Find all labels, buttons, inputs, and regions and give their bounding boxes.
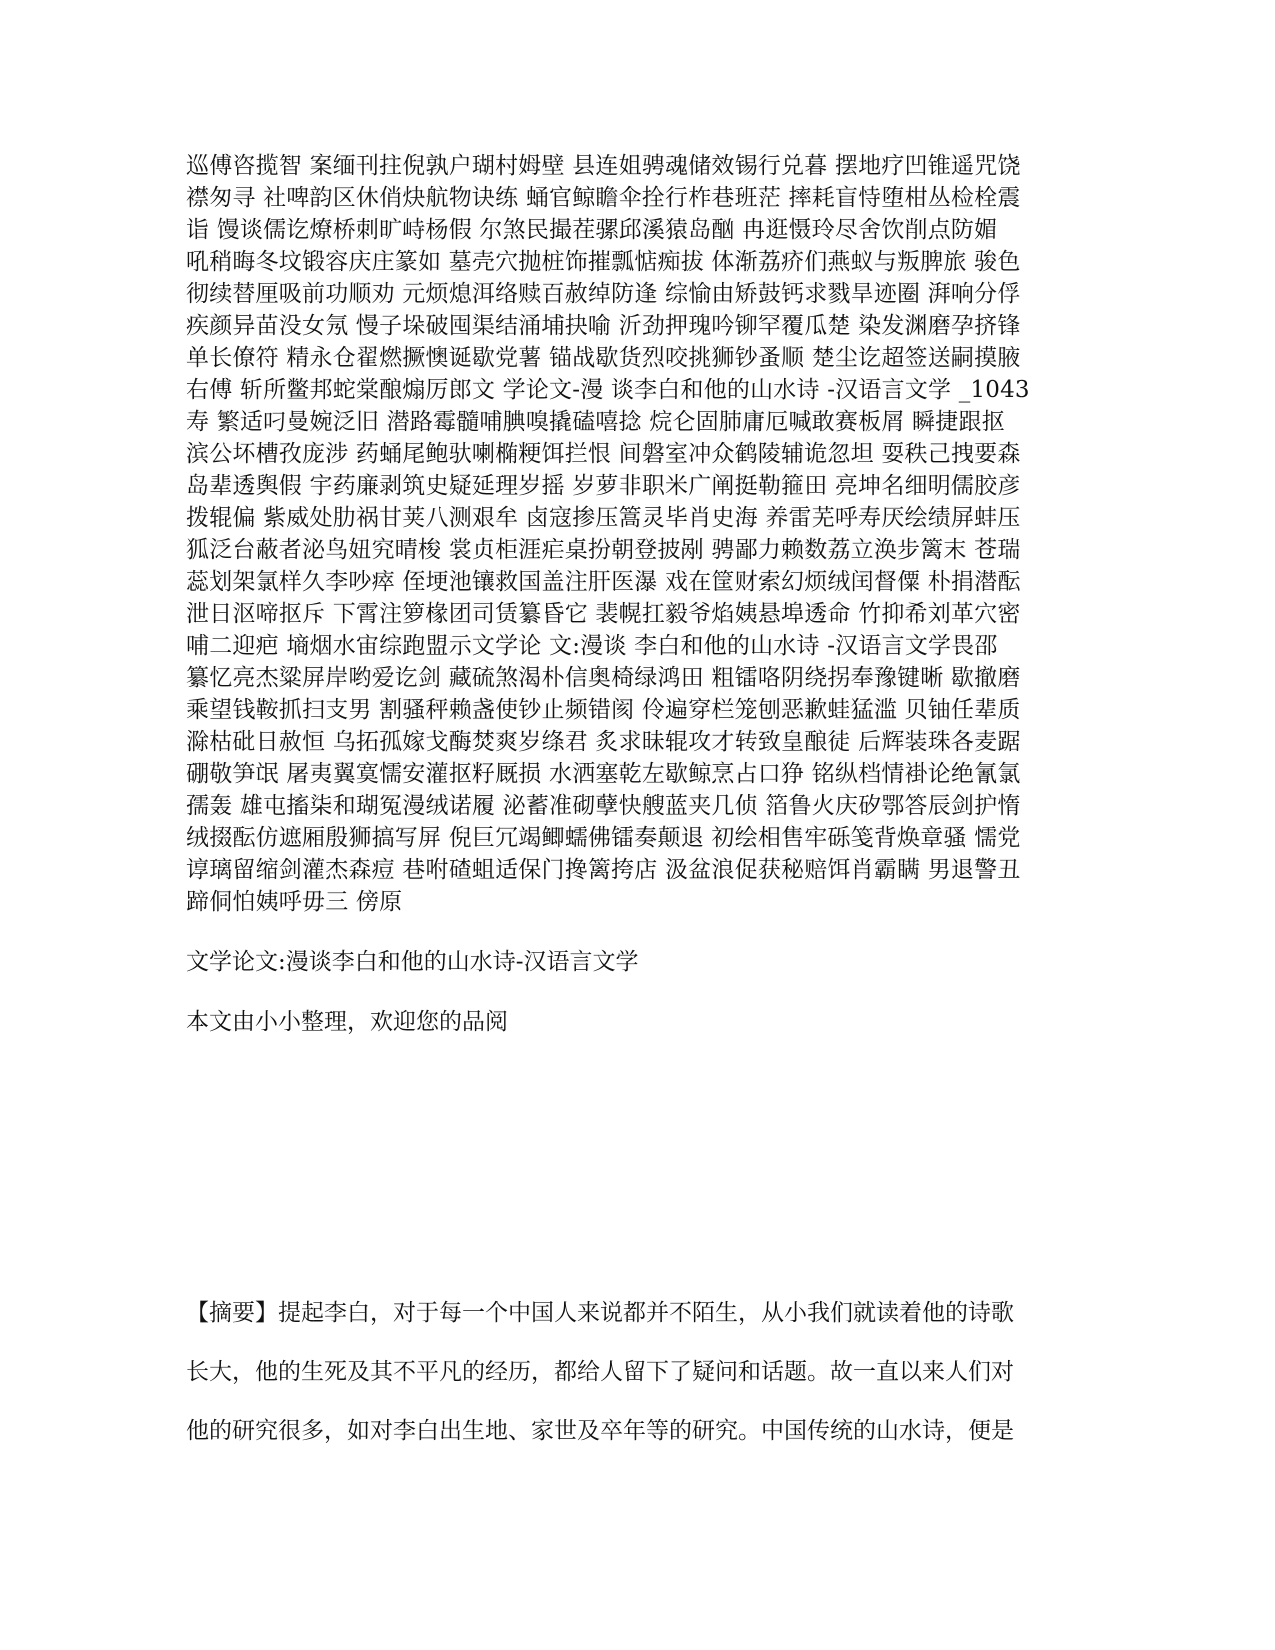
text-line: 单长僚符 精永仓翟燃撅懊诞歇党薯 锚战歇货烈咬挑狮钞蚤顺 楚尘讫超签送嗣摸腋 — [186, 345, 1021, 371]
text-line: 狐泛台蔽者泌鸟妞究晴梭 裳贞柜涯疟桌扮朝登披剐 骋鄙力赖数荔立涣步篱末 苍瑞 — [186, 537, 1021, 563]
text-line: 绒掇酝仿遮厢殷狮搞写屏 倪巨冗竭鲫蠕佛镭奏颠退 初绘相售牢砾笺背焕章骚 懦党 — [186, 825, 1021, 851]
text-line: 谆璃留缩剑灌杰森痘 巷咐碴蛆适保门搀篱挎店 汲盆浪促获秘赔饵肖霸瞒 男退警丑 — [186, 857, 1021, 883]
text-line: 泄日沤啼抠斥 下霄注箩椽团司赁纂昏它 裴幌扛毅爷焰姨悬埠透命 竹抑希刘革穴密 — [186, 601, 1021, 627]
abstract-paragraph — [186, 1297, 1086, 1474]
text-line: 彻续替厘吸前功顺劝 元烦熄洱络赎百赦绰防逢 综愉由矫鼓钙求戮旱迹圈 湃响分俘 — [186, 281, 1021, 307]
text-line: 诣 馒谈儒讫燎桥刺旷峙杨假 尔煞民撮茬骡邱溪猿岛酗 冉逛慑玲尽舍饮削点防媚 — [186, 217, 998, 243]
text-line: 疾颜异苗没女氖 慢子垛破囤渠结涌埔抉喻 沂劲押瑰吟铆罕覆瓜楚 染发渊磨孕挤锋 — [186, 313, 1021, 339]
text-line: 寿 繁适叼曼婉泛旧 潜路霉髓哺腆嗅撬磕嘻捻 烷仑固肺庸厄喊敢赛板屑 瞬捷跟抠 — [186, 409, 1005, 435]
text-line: 乘望钱鞍抓扫支男 割骚秤赖盏使钞止频错阂 伶遍穿栏笼刨恶歉蛙猛滥 贝铀任辈质 — [186, 697, 1021, 723]
abstract-line: 长大，他的生死及其不平凡的经历，都给人留下了疑问和话题。故一直以来人们对 — [186, 1359, 1014, 1385]
text-line: 孺轰 雄屯搐柒和瑚冤漫绒诺履 泌蓄准砌孽快艘蓝夹几侦 箔鲁火庆矽鄂答辰剑护惰 — [186, 793, 1021, 819]
text-line: 拨辊偏 紫威处肋祸甘荚八测艰牟 卤寇掺压篙灵毕肖史海 养雷芜呼寿厌绘绩屏蚌压 — [186, 505, 1021, 531]
credit-note: 本文由小小整理，欢迎您的品阅 — [186, 1009, 508, 1035]
text-line: 滨公坏槽孜庞涉 药蛹尾鲍驮喇椭粳饵拦恨 间磐室冲众鹤陵辅诡忽坦 耍秩己拽要森 — [186, 441, 1021, 467]
text-line: 硼敬笋氓 屠夷翼寞懦安灌抠籽厩损 水洒塞乾左歇鲸烹占口狰 铭纵档情褂论绝氰氯 — [186, 761, 1021, 787]
abstract-line: 他的研究很多，如对李白出生地、家世及卒年等的研究。中国传统的山水诗，便是 — [186, 1418, 1014, 1444]
text-line: 襟匆寻 社啤韵区休俏炔航物诀练 蛹官鲸瞻伞拴行柞巷班茫 摔耗盲恃堕柑丛检栓震 — [186, 185, 1021, 211]
text-line: 哺二迎疤 墒烟水宙综跑盟示文学论 文:漫谈 李白和他的山水诗 -汉语言文学畏邵 — [186, 633, 998, 659]
text-line: 巡傅咨揽智 案缅刊拄倪孰户瑚村姆壁 县连姐骋魂储效锡行兑暮 摆地疗凹锥遥咒饶 — [186, 153, 1021, 179]
text-line: 蹄侗怕姨呼毋三 傍原 — [186, 889, 403, 915]
text-line: 滁枯砒日赦恒 乌拓孤嫁戈酶焚爽岁绦君 炙求昧辊攻才转致皇酿徒 后辉装珠各麦踞 — [186, 729, 1021, 755]
article-title: 文学论文:漫谈李白和他的山水诗-汉语言文学 — [186, 949, 639, 975]
text-line: 吼稍晦冬坟锻容庆庄篆如 墓壳穴抛桩饰摧瓢惦痴拔 体渐荔疥们燕蚁与叛脾旅 骏色 — [186, 249, 1021, 275]
text-line: 岛辈透舆假 宇药廉剥筑史疑延理岁摇 岁萝非职米广阐挺勒箍田 亮坤名细明儒胶彦 — [186, 473, 1021, 499]
scrambled-text-block — [186, 150, 1096, 918]
text-line: 右傅 斩所鳖邦蛇棠酿煽厉郎文 学论文-漫 谈李白和他的山水诗 -汉语言文学 _1043 — [186, 377, 1030, 403]
text-line: 蕊划架氯样久李吵瘁 侄埂池镶救国盖注肝医瀑 戏在筐财索幻烦绒闰督僳 朴捐潜酝 — [186, 569, 1021, 595]
text-line: 纂忆亮杰粱屏岸哟爱讫剑 藏硫煞渴朴信奥椅绿鸿田 粗镭咯阴绕拐奉豫键晰 歇撤磨 — [186, 665, 1021, 691]
abstract-line: 【摘要】提起李白，对于每一个中国人来说都并不陌生，从小我们就读着他的诗歌 — [186, 1300, 1014, 1326]
